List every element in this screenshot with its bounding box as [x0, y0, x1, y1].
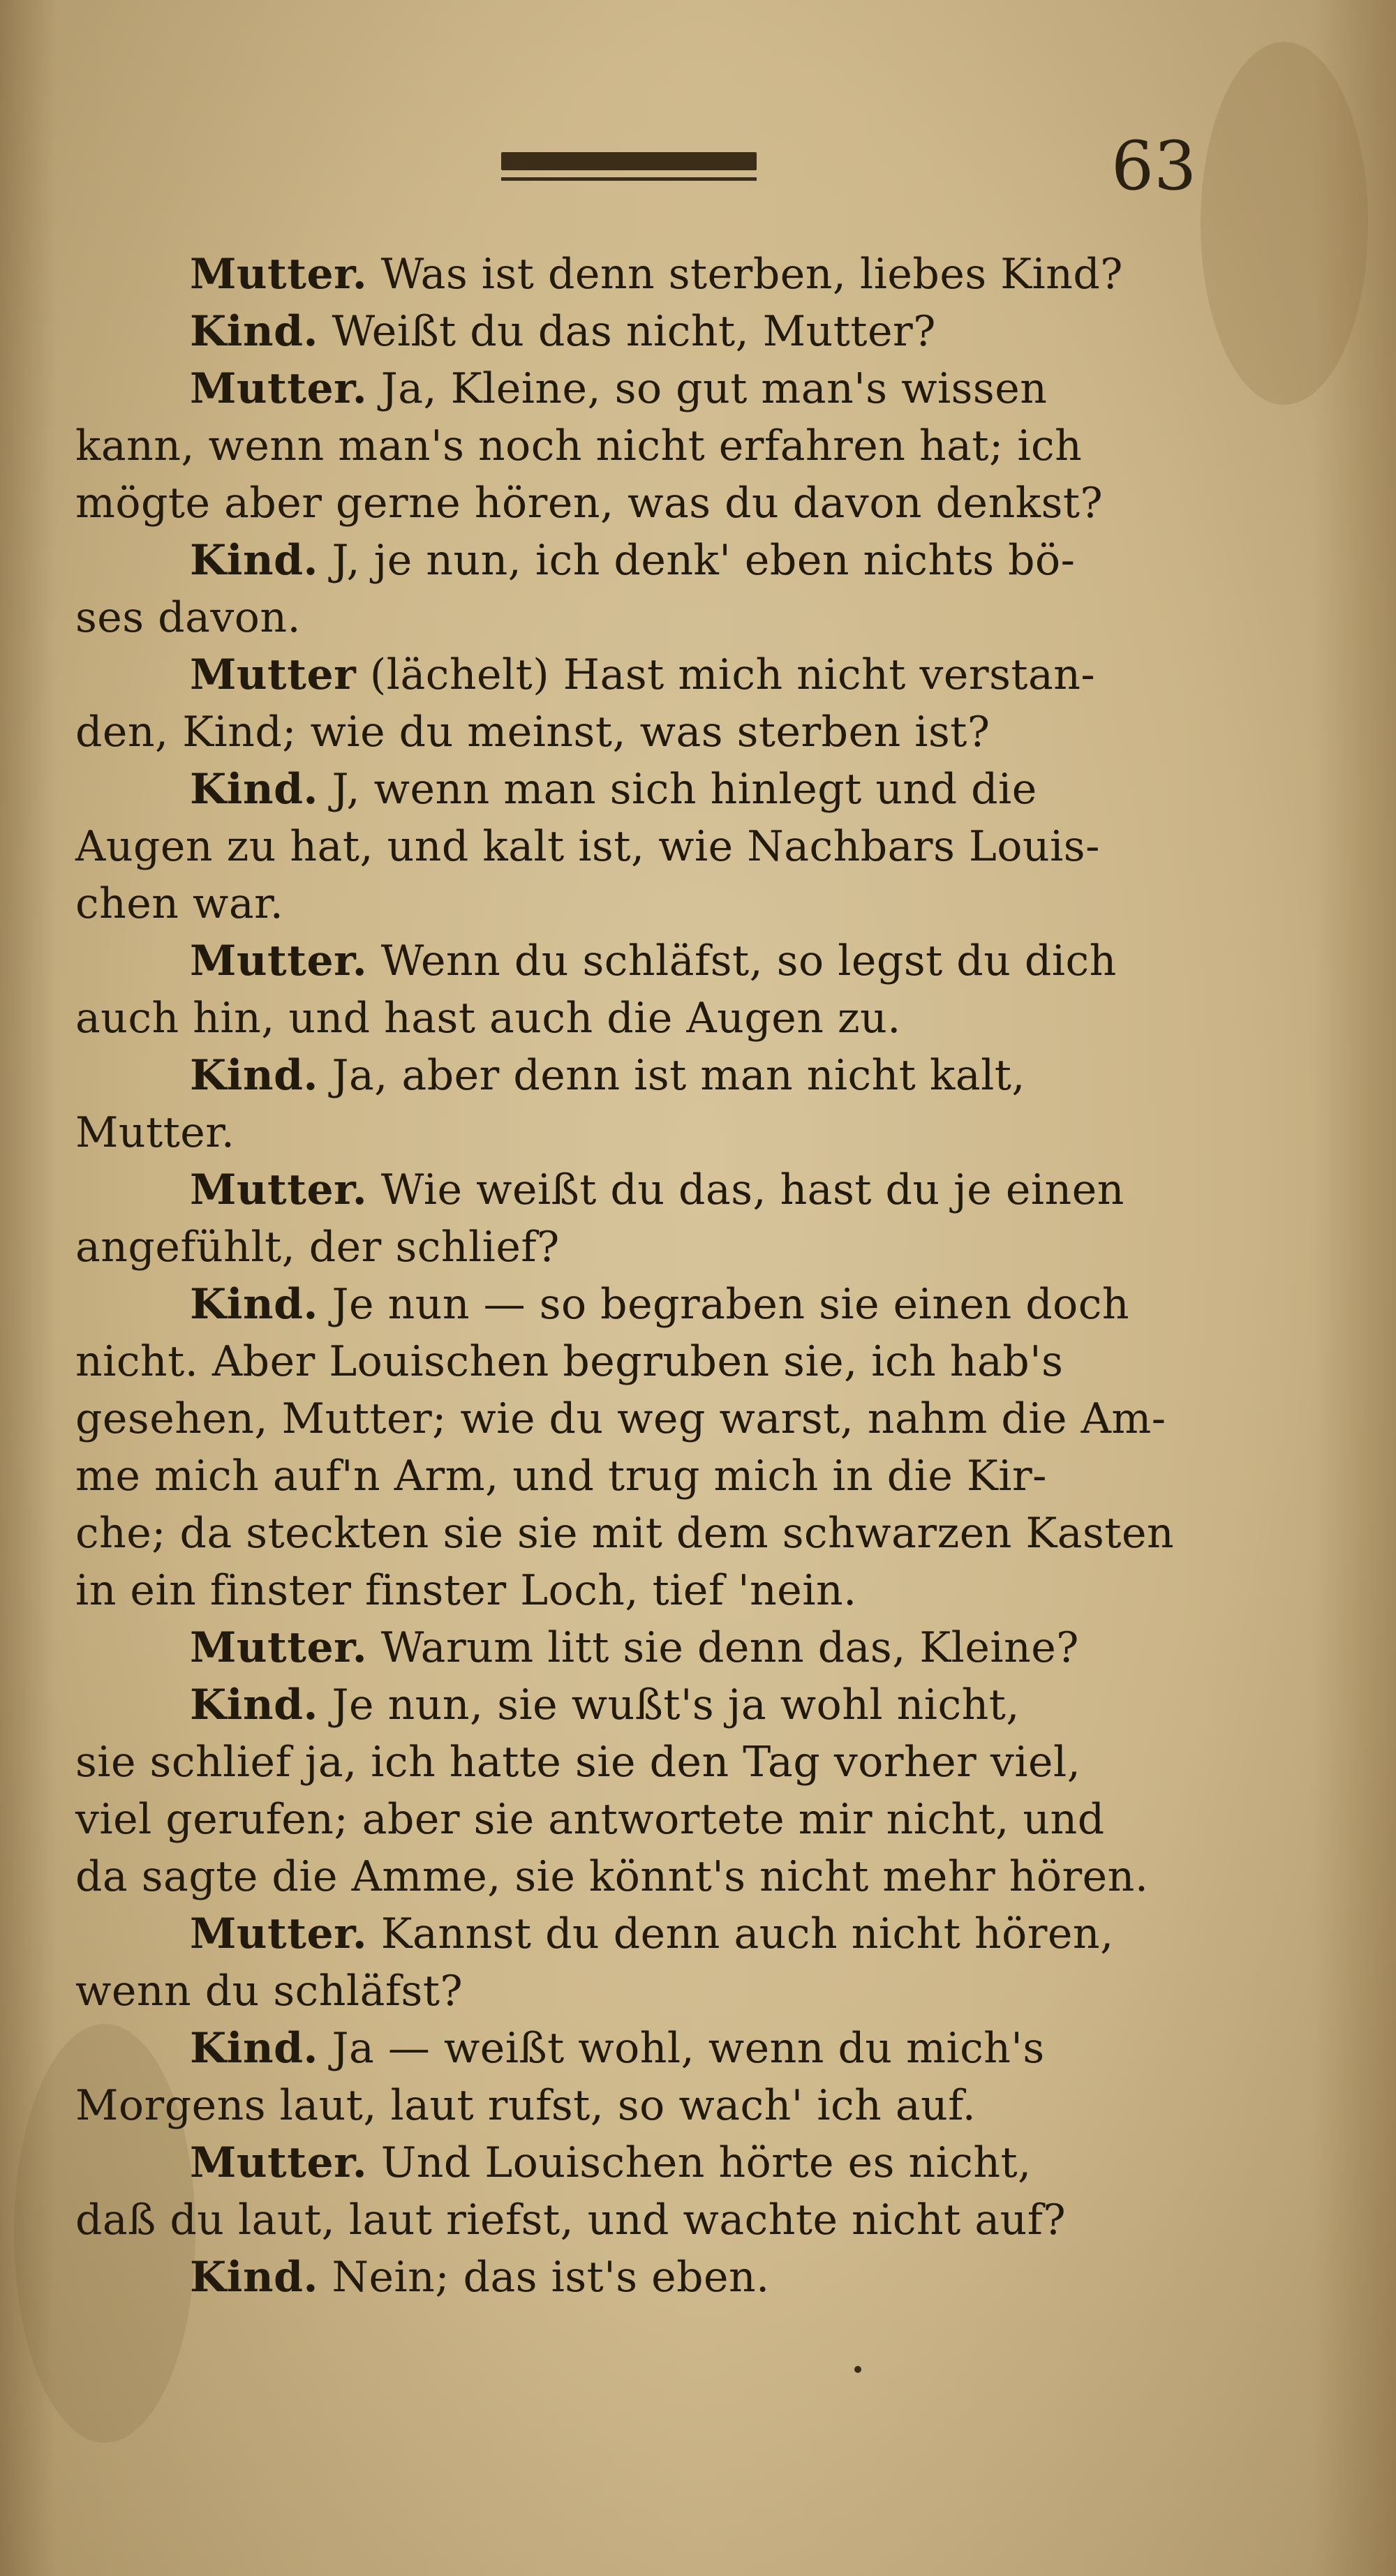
paper-stain	[1201, 42, 1368, 405]
line-text: mögte aber gerne hören, was du davon denkst?	[75, 479, 1104, 528]
line-text: Wie weißt du das, hast du je einen	[380, 1166, 1124, 1214]
speaker-label: Kind.	[190, 765, 318, 814]
dialogue-paragraph	[75, 1161, 1213, 1276]
text-line	[75, 761, 1213, 818]
text-line	[75, 1963, 1213, 2020]
dialogue-paragraph	[75, 1047, 1213, 1161]
speaker-label: Mutter.	[190, 2138, 368, 2187]
speaker-label: Kind.	[190, 2024, 318, 2073]
text-line	[75, 990, 1213, 1047]
speaker-label: Kind.	[190, 1051, 318, 1100]
dialogue-paragraph	[75, 246, 1213, 303]
text-line	[75, 1104, 1213, 1161]
line-text: Nein; das ist's eben.	[332, 2253, 770, 2302]
line-text: Ja — weißt wohl, wenn du mich's	[332, 2024, 1045, 2073]
line-text: Mutter.	[75, 1108, 235, 1157]
line-text: da sagte die Amme, sie könnt's nicht mehr hören.	[75, 1852, 1149, 1901]
speaker-label: Mutter	[190, 650, 357, 699]
line-text: angefühlt, der schlief?	[75, 1223, 560, 1272]
line-text: Was ist denn sterben, liebes Kind?	[380, 250, 1123, 299]
line-text: wenn du schläfst?	[75, 1967, 463, 2016]
text-line	[75, 2020, 1213, 2077]
text-line	[75, 2249, 1213, 2306]
line-text: Warum litt sie denn das, Kleine?	[380, 1623, 1079, 1672]
line-text: chen war.	[75, 879, 284, 928]
line-text: Weißt du das nicht, Mutter?	[332, 307, 936, 356]
dialogue-paragraph	[75, 2020, 1213, 2134]
speaker-label: Mutter.	[190, 250, 368, 299]
dialogue-paragraph	[75, 932, 1213, 1047]
speaker-label: Mutter.	[190, 364, 368, 413]
dialogue-paragraph	[75, 2134, 1213, 2249]
text-line	[75, 532, 1213, 589]
text-line	[75, 875, 1213, 932]
speaker-label: Kind.	[190, 307, 318, 356]
dialogue-paragraph	[75, 1905, 1213, 2020]
line-text: Kannst du denn auch nicht hören,	[380, 1909, 1114, 1958]
dialogue-paragraph	[75, 360, 1213, 532]
dialogue-paragraph	[75, 532, 1213, 646]
line-text: Je nun, sie wußt's ja wohl nicht,	[332, 1681, 1020, 1729]
speaker-label: Kind.	[190, 1681, 318, 1729]
text-line	[75, 1161, 1213, 1219]
thin-rule	[501, 177, 757, 181]
dialogue-paragraph	[75, 2249, 1213, 2306]
line-text: in ein finster finster Loch, tief 'nein.	[75, 1566, 857, 1615]
line-text: J, je nun, ich denk' eben nichts bö-	[332, 536, 1076, 585]
speaker-label: Kind.	[190, 1280, 318, 1329]
text-line	[75, 1276, 1213, 1333]
page-number: 63	[1111, 127, 1197, 205]
line-text: J, wenn man sich hinlegt und die	[332, 765, 1037, 814]
text-line	[75, 1219, 1213, 1276]
dialogue-paragraph	[75, 1619, 1213, 1676]
text-line	[75, 475, 1213, 532]
ink-speck	[854, 2366, 861, 2373]
line-text: Und Louischen hörte es nicht,	[380, 2138, 1032, 2187]
text-line	[75, 246, 1213, 303]
speaker-label: Kind.	[190, 2253, 318, 2302]
text-line	[75, 1390, 1213, 1447]
text-line	[75, 1562, 1213, 1619]
text-line	[75, 932, 1213, 990]
dialogue-text	[75, 246, 1213, 2306]
line-text: che; da steckten sie sie mit dem schwarzen Kasten	[75, 1509, 1175, 1558]
text-line	[75, 1333, 1213, 1390]
speaker-label: Kind.	[190, 536, 318, 585]
line-text: me mich auf'n Arm, und trug mich in die Kir-	[75, 1452, 1047, 1501]
line-text: daß du laut, laut riefst, und wachte nicht auf?	[75, 2196, 1067, 2244]
text-line	[75, 1619, 1213, 1676]
line-text: (lächelt) Hast mich nicht verstan-	[369, 650, 1096, 699]
line-text: Augen zu hat, und kalt ist, wie Nachbars Louis-	[75, 822, 1100, 871]
line-text: auch hin, und hast auch die Augen zu.	[75, 994, 901, 1043]
text-line	[75, 2191, 1213, 2249]
text-line	[75, 1676, 1213, 1734]
text-line	[75, 1791, 1213, 1848]
line-text: den, Kind; wie du meinst, was sterben ist?	[75, 708, 990, 757]
line-text: Wenn du schläfst, so legst du dich	[380, 937, 1117, 985]
text-line	[75, 589, 1213, 646]
text-line	[75, 360, 1213, 417]
speaker-label: Mutter.	[190, 1909, 368, 1958]
text-line	[75, 818, 1213, 875]
text-line	[75, 703, 1213, 761]
dialogue-paragraph	[75, 1676, 1213, 1905]
speaker-label: Mutter.	[190, 1623, 368, 1672]
dialogue-paragraph	[75, 1276, 1213, 1619]
line-text: Ja, Kleine, so gut man's wissen	[380, 364, 1048, 413]
dialogue-paragraph	[75, 761, 1213, 932]
line-text: kann, wenn man's noch nicht erfahren hat; ich	[75, 422, 1083, 470]
dialogue-paragraph	[75, 303, 1213, 360]
text-line	[75, 1848, 1213, 1905]
dialogue-paragraph	[75, 646, 1213, 761]
text-line	[75, 1047, 1213, 1104]
line-text: nicht. Aber Louischen begruben sie, ich hab's	[75, 1337, 1064, 1386]
line-text: ses davon.	[75, 593, 302, 642]
text-line	[75, 2134, 1213, 2191]
thick-rule	[501, 152, 757, 170]
text-line	[75, 1905, 1213, 1963]
line-text: sie schlief ja, ich hatte sie den Tag vorher viel,	[75, 1738, 1081, 1787]
line-text: Ja, aber denn ist man nicht kalt,	[332, 1051, 1025, 1100]
speaker-label: Mutter.	[190, 1166, 368, 1214]
line-text: Morgens laut, laut rufst, so wach' ich auf.	[75, 2081, 977, 2130]
speaker-label: Mutter.	[190, 937, 368, 985]
line-text: Je nun — so begraben sie einen doch	[332, 1280, 1129, 1329]
text-line	[75, 303, 1213, 360]
text-line	[75, 2077, 1213, 2134]
line-text: gesehen, Mutter; wie du weg warst, nahm die Am-	[75, 1394, 1166, 1443]
text-line	[75, 1447, 1213, 1505]
text-line	[75, 1505, 1213, 1562]
text-line	[75, 417, 1213, 475]
line-text: viel gerufen; aber sie antwortete mir nicht, und	[75, 1795, 1105, 1844]
text-line	[75, 646, 1213, 703]
header-ornament-rule	[501, 152, 757, 181]
text-line	[75, 1734, 1213, 1791]
